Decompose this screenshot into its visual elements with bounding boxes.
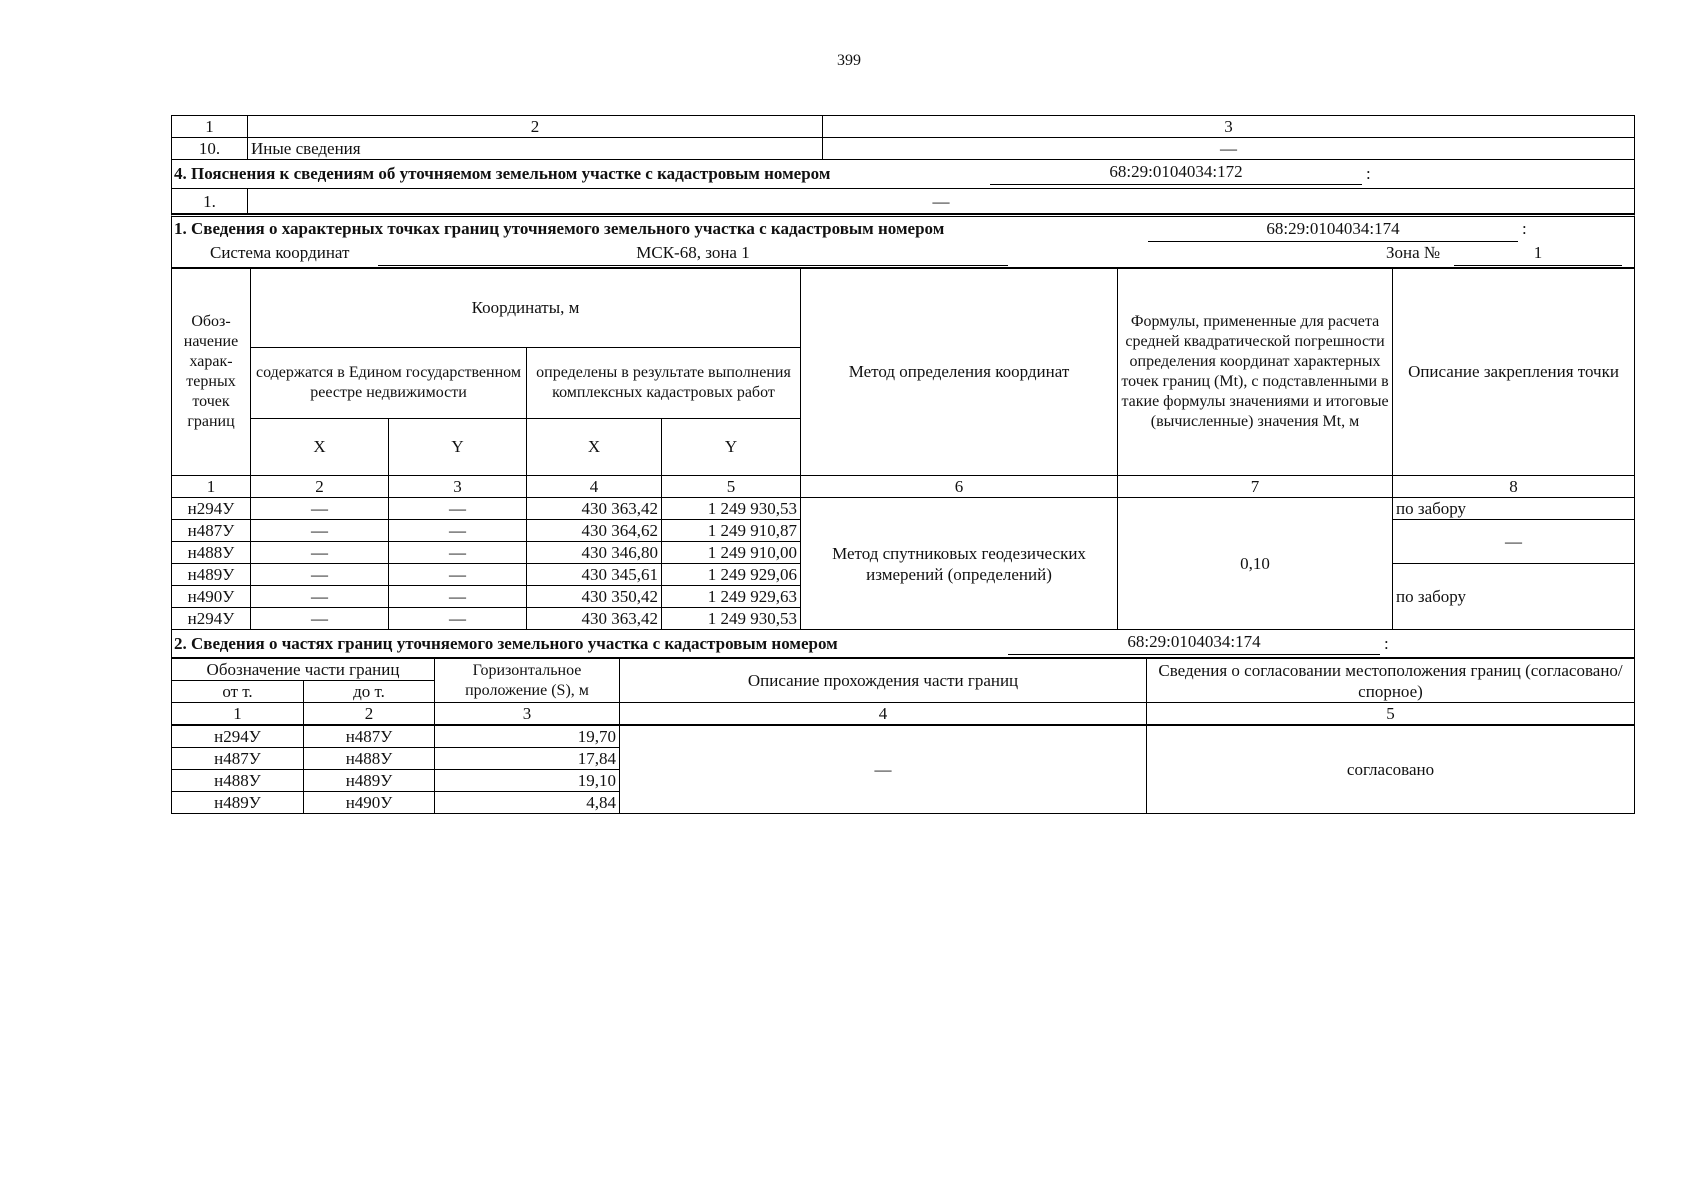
part-to: н488У (304, 748, 435, 770)
header-fixing: Описание закрепления точки (1393, 269, 1635, 476)
section4-title (171, 160, 1635, 189)
col-header-1: 1 (172, 116, 248, 138)
point-y-egrn: — (389, 608, 527, 630)
points-colon: : (1522, 219, 1527, 238)
section4-row-value: — (248, 189, 1635, 214)
part-from: н488У (172, 770, 304, 792)
fixing-value-3: по забору (1393, 564, 1635, 630)
parts-cadastral: 68:29:0104034:174 (1008, 630, 1380, 655)
col-num-5: 5 (662, 476, 801, 498)
header-description: Описание прохождения части границ (620, 659, 1147, 703)
col-num-3: 3 (389, 476, 527, 498)
col-header-3: 3 (823, 116, 1635, 138)
col-num-8: 8 (1393, 476, 1635, 498)
header-egrn: содержатся в Едином государственном реестре недвижимости (251, 348, 527, 419)
header-length: Горизонтальное проложение (S), м (435, 659, 620, 703)
fixing-value-2: — (1393, 520, 1635, 564)
col-num-1: 1 (172, 476, 251, 498)
header-formula: Формулы, примененные для расчета средней квадратической погрешности определения координат характерных точек границ (Mt), с подставленными в такие формулы значениями и итоговые (вычисленные) значения Mt, м (1118, 269, 1393, 476)
section4-title-text: 4. Пояснения к сведениям об уточняемом земельном участке с кадастровым номером (174, 164, 831, 183)
parts-header (171, 630, 1635, 658)
row-number: 10. (172, 138, 248, 160)
coord-system-label: Система координат (210, 243, 350, 262)
point-name: н294У (172, 608, 251, 630)
part-to: н490У (304, 792, 435, 814)
header-x-egrn: X (251, 419, 389, 476)
point-x: 430 346,80 (527, 542, 662, 564)
parts-col-num-2: 2 (304, 703, 435, 726)
part-to: н487У (304, 725, 435, 748)
header-y-kkr: Y (662, 419, 801, 476)
point-y: 1 249 930,53 (662, 608, 801, 630)
point-y-egrn: — (389, 542, 527, 564)
points-table (171, 268, 1635, 630)
parts-table (171, 658, 1635, 814)
col-num-4: 4 (527, 476, 662, 498)
point-x-egrn: — (251, 542, 389, 564)
point-name: н488У (172, 542, 251, 564)
part-length: 19,70 (435, 725, 620, 748)
point-name: н294У (172, 498, 251, 520)
point-y-egrn: — (389, 586, 527, 608)
point-y: 1 249 910,87 (662, 520, 801, 542)
parts-colon: : (1384, 634, 1389, 653)
page-number: 399 (837, 52, 861, 69)
header-method: Метод определения координат (801, 269, 1118, 476)
cadastral-document (171, 115, 1635, 814)
coord-system-value: МСК-68, зона 1 (378, 241, 1008, 266)
fixing-value-1: по забору (1393, 498, 1635, 520)
parts-title: 2. Сведения о частях границ уточняемого земельного участка с кадастровым номером (174, 634, 838, 653)
point-name: н490У (172, 586, 251, 608)
table-row (172, 725, 1635, 748)
point-x: 430 350,42 (527, 586, 662, 608)
table-row (172, 498, 1635, 520)
point-y: 1 249 929,06 (662, 564, 801, 586)
parts-col-num-1: 1 (172, 703, 304, 726)
row-value: — (823, 138, 1635, 160)
point-y: 1 249 910,00 (662, 542, 801, 564)
point-y: 1 249 929,63 (662, 586, 801, 608)
col-num-7: 7 (1118, 476, 1393, 498)
header-y-egrn: Y (389, 419, 527, 476)
part-from: н489У (172, 792, 304, 814)
point-y-egrn: — (389, 520, 527, 542)
col-header-2: 2 (248, 116, 823, 138)
points-header (171, 214, 1635, 268)
part-description: — (620, 725, 1147, 814)
header-coords: Координаты, м (251, 269, 801, 348)
point-x-egrn: — (251, 586, 389, 608)
section4-table (171, 189, 1635, 214)
point-y-egrn: — (389, 498, 527, 520)
part-agreement: согласовано (1147, 725, 1635, 814)
mt-value: 0,10 (1118, 498, 1393, 630)
point-x: 430 345,61 (527, 564, 662, 586)
point-x: 430 364,62 (527, 520, 662, 542)
header-agreement: Сведения о согласовании местоположения границ (согласовано/спорное) (1147, 659, 1635, 703)
header-designation: Обоз-начение харак-терных точек границ (172, 269, 251, 476)
section4-row-number: 1. (172, 189, 248, 214)
point-name: н489У (172, 564, 251, 586)
method-value: Метод спутниковых геодезических измерений (определений) (801, 498, 1118, 630)
col-num-6: 6 (801, 476, 1118, 498)
zone-value: 1 (1454, 241, 1622, 266)
part-to: н489У (304, 770, 435, 792)
point-x-egrn: — (251, 498, 389, 520)
header-x-kkr: X (527, 419, 662, 476)
part-length: 4,84 (435, 792, 620, 814)
header-part-designation: Обозначение части границ (172, 659, 435, 681)
point-y-egrn: — (389, 564, 527, 586)
section3-table (171, 115, 1635, 160)
part-length: 19,10 (435, 770, 620, 792)
point-name: н487У (172, 520, 251, 542)
header-kkr: определены в результате выполнения комплексных кадастровых работ (527, 348, 801, 419)
point-y: 1 249 930,53 (662, 498, 801, 520)
points-title: 1. Сведения о характерных точках границ уточняемого земельного участка с кадастровым номером (174, 219, 945, 238)
point-x-egrn: — (251, 520, 389, 542)
zone-label: Зона № (1386, 243, 1441, 262)
section4-cadastral: 68:29:0104034:172 (990, 160, 1362, 185)
point-x-egrn: — (251, 608, 389, 630)
header-from: от т. (172, 681, 304, 703)
section4-colon: : (1366, 164, 1371, 183)
part-length: 17,84 (435, 748, 620, 770)
parts-col-num-3: 3 (435, 703, 620, 726)
header-to: до т. (304, 681, 435, 703)
point-x-egrn: — (251, 564, 389, 586)
point-x: 430 363,42 (527, 608, 662, 630)
row-label: Иные сведения (248, 138, 823, 160)
points-cadastral: 68:29:0104034:174 (1148, 217, 1518, 242)
parts-col-num-4: 4 (620, 703, 1147, 726)
part-from: н294У (172, 725, 304, 748)
parts-col-num-5: 5 (1147, 703, 1635, 726)
col-num-2: 2 (251, 476, 389, 498)
point-x: 430 363,42 (527, 498, 662, 520)
part-from: н487У (172, 748, 304, 770)
